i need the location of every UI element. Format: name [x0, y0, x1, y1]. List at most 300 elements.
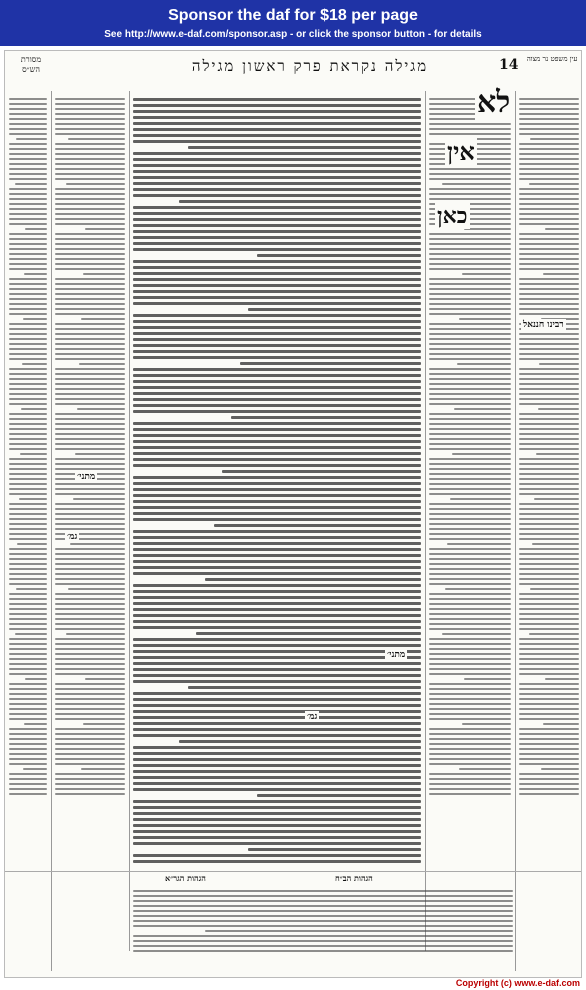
text-line	[529, 183, 579, 185]
text-line	[519, 168, 579, 170]
text-line	[133, 338, 421, 341]
text-line	[519, 738, 579, 740]
text-line	[429, 393, 511, 395]
text-line	[15, 183, 47, 185]
text-line	[9, 268, 47, 270]
opening-word-kan: כאן	[437, 203, 468, 229]
text-line	[9, 383, 47, 385]
mishnah-marker: מתני׳	[77, 472, 96, 482]
text-line	[55, 448, 125, 450]
text-line	[9, 173, 47, 175]
text-line	[55, 118, 125, 120]
text-line	[519, 563, 579, 565]
text-line	[133, 398, 421, 401]
text-line	[519, 308, 579, 310]
text-line	[429, 698, 511, 700]
text-line	[519, 573, 579, 575]
text-line	[9, 673, 47, 675]
text-line	[133, 314, 421, 317]
text-line	[55, 293, 125, 295]
text-line	[9, 203, 47, 205]
text-line	[83, 723, 125, 725]
text-line	[519, 243, 579, 245]
text-line	[429, 448, 511, 450]
text-line	[55, 728, 125, 730]
text-line	[9, 168, 47, 170]
text-line	[519, 298, 579, 300]
text-line	[429, 683, 511, 685]
text-line	[464, 678, 511, 680]
text-line	[429, 238, 511, 240]
text-line	[9, 778, 47, 780]
text-line	[539, 363, 579, 365]
text-line	[9, 653, 47, 655]
text-line	[55, 133, 125, 135]
text-line	[9, 748, 47, 750]
text-line	[55, 788, 125, 790]
text-line	[519, 188, 579, 190]
text-line	[133, 566, 421, 569]
text-line	[55, 518, 125, 520]
text-line	[133, 710, 421, 713]
text-line	[133, 890, 513, 892]
text-line	[534, 498, 579, 500]
text-line	[133, 590, 421, 593]
text-line	[462, 723, 511, 725]
text-line	[133, 608, 421, 611]
text-line	[519, 433, 579, 435]
text-line	[429, 663, 511, 665]
text-line	[519, 278, 579, 280]
text-line	[519, 398, 579, 400]
text-line	[133, 842, 421, 845]
text-line	[55, 268, 125, 270]
text-line	[429, 298, 511, 300]
text-line	[133, 940, 513, 942]
text-line	[133, 206, 421, 209]
text-line	[429, 323, 511, 325]
text-line	[55, 158, 125, 160]
text-line	[55, 668, 125, 670]
text-line	[133, 542, 421, 545]
text-line	[66, 183, 125, 185]
masoret-hashas-label: מסורת הש״ס	[20, 55, 42, 74]
text-line	[429, 348, 511, 350]
text-line	[133, 98, 421, 101]
text-line	[519, 288, 579, 290]
text-line	[55, 523, 125, 525]
text-line	[133, 368, 421, 371]
text-line	[538, 408, 579, 410]
text-line	[9, 698, 47, 700]
text-line	[55, 628, 125, 630]
text-line	[9, 143, 47, 145]
text-line	[519, 538, 579, 540]
text-line	[9, 193, 47, 195]
text-line	[519, 128, 579, 130]
text-line	[55, 558, 125, 560]
text-line	[188, 686, 421, 689]
text-line	[79, 363, 125, 365]
text-line	[429, 733, 511, 735]
text-line	[133, 584, 421, 587]
column-separator	[51, 91, 52, 971]
text-line	[55, 698, 125, 700]
opening-word-la: לא	[477, 85, 511, 120]
text-line	[133, 602, 421, 605]
sponsor-banner[interactable]	[0, 0, 586, 46]
text-line	[519, 758, 579, 760]
text-line	[55, 753, 125, 755]
text-line	[429, 458, 511, 460]
text-line	[9, 608, 47, 610]
text-line	[519, 153, 579, 155]
text-line	[529, 633, 579, 635]
text-line	[9, 573, 47, 575]
text-line	[9, 253, 47, 255]
text-line	[519, 313, 579, 315]
text-line	[429, 653, 511, 655]
text-line	[519, 653, 579, 655]
text-line	[519, 213, 579, 215]
text-line	[133, 620, 421, 623]
column-separator	[515, 91, 516, 971]
text-line	[55, 763, 125, 765]
text-line	[519, 343, 579, 345]
text-line	[9, 443, 47, 445]
text-line	[429, 468, 511, 470]
text-line	[519, 248, 579, 250]
text-line	[519, 123, 579, 125]
hagahot-habach-heading: הגהות הב״ח	[335, 873, 373, 883]
text-line	[519, 683, 579, 685]
text-line	[519, 108, 579, 110]
text-line	[55, 338, 125, 340]
text-line	[519, 473, 579, 475]
mishnah-marker: מתני׳	[387, 650, 406, 660]
text-line	[532, 543, 579, 545]
text-line	[519, 418, 579, 420]
tosafot-column	[55, 95, 125, 945]
text-line	[429, 693, 511, 695]
text-line	[83, 273, 125, 275]
text-line	[9, 628, 47, 630]
text-line	[519, 613, 579, 615]
text-line	[77, 408, 125, 410]
text-line	[55, 208, 125, 210]
text-line	[133, 116, 421, 119]
text-line	[519, 733, 579, 735]
text-line	[519, 503, 579, 505]
text-line	[429, 623, 511, 625]
text-line	[429, 423, 511, 425]
text-line	[429, 428, 511, 430]
text-line	[519, 383, 579, 385]
text-line	[55, 398, 125, 400]
text-line	[519, 373, 579, 375]
text-line	[9, 333, 47, 335]
notes-section	[133, 887, 513, 967]
text-line	[55, 378, 125, 380]
text-line	[519, 518, 579, 520]
text-line	[81, 768, 125, 770]
text-line	[9, 613, 47, 615]
text-line	[55, 773, 125, 775]
text-line	[429, 758, 511, 760]
text-line	[55, 283, 125, 285]
text-line	[133, 482, 421, 485]
text-line	[55, 263, 125, 265]
text-line	[9, 223, 47, 225]
text-line	[133, 140, 421, 143]
text-line	[429, 433, 511, 435]
text-line	[429, 743, 511, 745]
text-line	[429, 398, 511, 400]
text-line	[133, 776, 421, 779]
text-line	[429, 338, 511, 340]
text-line	[55, 253, 125, 255]
text-line	[519, 763, 579, 765]
text-line	[133, 164, 421, 167]
text-line	[133, 650, 421, 653]
text-line	[9, 208, 47, 210]
text-line	[55, 348, 125, 350]
text-line	[9, 578, 47, 580]
text-line	[429, 313, 511, 315]
text-line	[519, 598, 579, 600]
text-line	[55, 483, 125, 485]
text-line	[231, 416, 421, 419]
text-line	[429, 413, 511, 415]
text-line	[133, 128, 421, 131]
text-line	[519, 258, 579, 260]
text-line	[519, 143, 579, 145]
text-line	[133, 572, 421, 575]
text-line	[55, 218, 125, 220]
text-line	[55, 553, 125, 555]
text-line	[179, 740, 421, 743]
text-line	[9, 278, 47, 280]
text-line	[133, 182, 421, 185]
text-line	[55, 733, 125, 735]
text-line	[9, 553, 47, 555]
text-line	[133, 800, 421, 803]
text-line	[55, 603, 125, 605]
text-line	[55, 683, 125, 685]
text-line	[9, 448, 47, 450]
text-line	[519, 523, 579, 525]
text-line	[519, 293, 579, 295]
text-line	[9, 233, 47, 235]
text-line	[9, 288, 47, 290]
text-line	[9, 458, 47, 460]
text-line	[519, 773, 579, 775]
text-line	[9, 468, 47, 470]
text-line	[519, 448, 579, 450]
text-line	[85, 228, 125, 230]
text-line	[133, 905, 513, 907]
text-line	[519, 268, 579, 270]
text-line	[519, 688, 579, 690]
text-line	[519, 778, 579, 780]
opening-word-ein: אין	[447, 137, 475, 166]
text-line	[133, 356, 421, 359]
text-line	[519, 438, 579, 440]
text-line	[133, 176, 421, 179]
text-line	[55, 793, 125, 795]
text-line	[55, 188, 125, 190]
text-line	[429, 503, 511, 505]
text-line	[25, 678, 47, 680]
text-line	[55, 98, 125, 100]
text-line	[133, 122, 421, 125]
text-line	[133, 350, 421, 353]
text-line	[133, 434, 421, 437]
text-line	[55, 623, 125, 625]
text-line	[55, 428, 125, 430]
text-line	[55, 563, 125, 565]
text-line	[429, 598, 511, 600]
text-line	[519, 698, 579, 700]
text-line	[55, 463, 125, 465]
text-line	[9, 518, 47, 520]
text-line	[133, 404, 421, 407]
text-line	[9, 788, 47, 790]
text-line	[55, 353, 125, 355]
text-line	[9, 618, 47, 620]
text-line	[133, 644, 421, 647]
text-line	[9, 758, 47, 760]
text-line	[429, 283, 511, 285]
text-line	[9, 153, 47, 155]
text-line	[133, 320, 421, 323]
text-line	[133, 392, 421, 395]
text-line	[519, 693, 579, 695]
text-line	[9, 773, 47, 775]
text-line	[133, 722, 421, 725]
text-line	[519, 553, 579, 555]
text-line	[519, 118, 579, 120]
text-line	[429, 763, 511, 765]
text-line	[9, 158, 47, 160]
text-line	[429, 648, 511, 650]
text-line	[55, 368, 125, 370]
text-line	[15, 633, 47, 635]
text-line	[9, 378, 47, 380]
text-line	[519, 493, 579, 495]
text-line	[133, 428, 421, 431]
text-line	[55, 513, 125, 515]
text-line	[454, 408, 511, 410]
text-line	[9, 688, 47, 690]
gemara-column	[133, 95, 421, 865]
text-line	[133, 830, 421, 833]
text-line	[519, 178, 579, 180]
text-line	[55, 493, 125, 495]
text-line	[9, 668, 47, 670]
text-line	[9, 423, 47, 425]
text-line	[9, 683, 47, 685]
text-line	[429, 133, 511, 135]
text-line	[9, 503, 47, 505]
text-line	[133, 698, 421, 701]
text-line	[9, 98, 47, 100]
text-line	[9, 293, 47, 295]
text-line	[519, 488, 579, 490]
text-line	[248, 308, 421, 311]
text-line	[133, 770, 421, 773]
text-line	[133, 596, 421, 599]
text-line	[519, 708, 579, 710]
text-line	[133, 452, 421, 455]
sponsor-subtitle[interactable]: See http://www.e-daf.com/sponsor.asp - or click the sponsor button - for details	[104, 29, 482, 40]
copyright-link[interactable]: Copyright (c) www.e-daf.com	[455, 978, 580, 988]
text-line	[70, 543, 125, 545]
text-line	[429, 718, 511, 720]
text-line	[55, 128, 125, 130]
text-line	[519, 263, 579, 265]
text-line	[55, 288, 125, 290]
text-line	[429, 618, 511, 620]
text-line	[429, 343, 511, 345]
text-line	[429, 613, 511, 615]
text-line	[257, 254, 421, 257]
text-line	[519, 203, 579, 205]
text-line	[133, 818, 421, 821]
text-line	[55, 148, 125, 150]
text-line	[55, 258, 125, 260]
text-line	[429, 753, 511, 755]
text-line	[9, 433, 47, 435]
text-line	[519, 173, 579, 175]
text-line	[429, 583, 511, 585]
text-line	[9, 643, 47, 645]
text-line	[545, 228, 579, 230]
text-line	[133, 476, 421, 479]
text-line	[55, 703, 125, 705]
text-line	[133, 728, 421, 731]
text-line	[133, 410, 421, 413]
text-line	[240, 362, 421, 365]
text-line	[429, 553, 511, 555]
text-line	[9, 583, 47, 585]
text-line	[429, 418, 511, 420]
text-line	[133, 380, 421, 383]
text-line	[9, 373, 47, 375]
text-line	[9, 248, 47, 250]
text-line	[133, 344, 421, 347]
text-line	[429, 123, 511, 125]
text-line	[9, 263, 47, 265]
text-line	[133, 266, 421, 269]
text-line	[519, 748, 579, 750]
text-line	[133, 895, 513, 897]
text-line	[464, 228, 511, 230]
text-line	[55, 708, 125, 710]
text-line	[519, 528, 579, 530]
text-line	[55, 103, 125, 105]
text-line	[519, 163, 579, 165]
text-line	[429, 548, 511, 550]
sponsor-title[interactable]: Sponsor the daf for $18 per page	[168, 7, 418, 24]
text-line	[519, 703, 579, 705]
text-line	[429, 288, 511, 290]
text-line	[429, 573, 511, 575]
text-line	[429, 193, 511, 195]
text-line	[55, 503, 125, 505]
text-line	[429, 568, 511, 570]
text-line	[457, 363, 511, 365]
